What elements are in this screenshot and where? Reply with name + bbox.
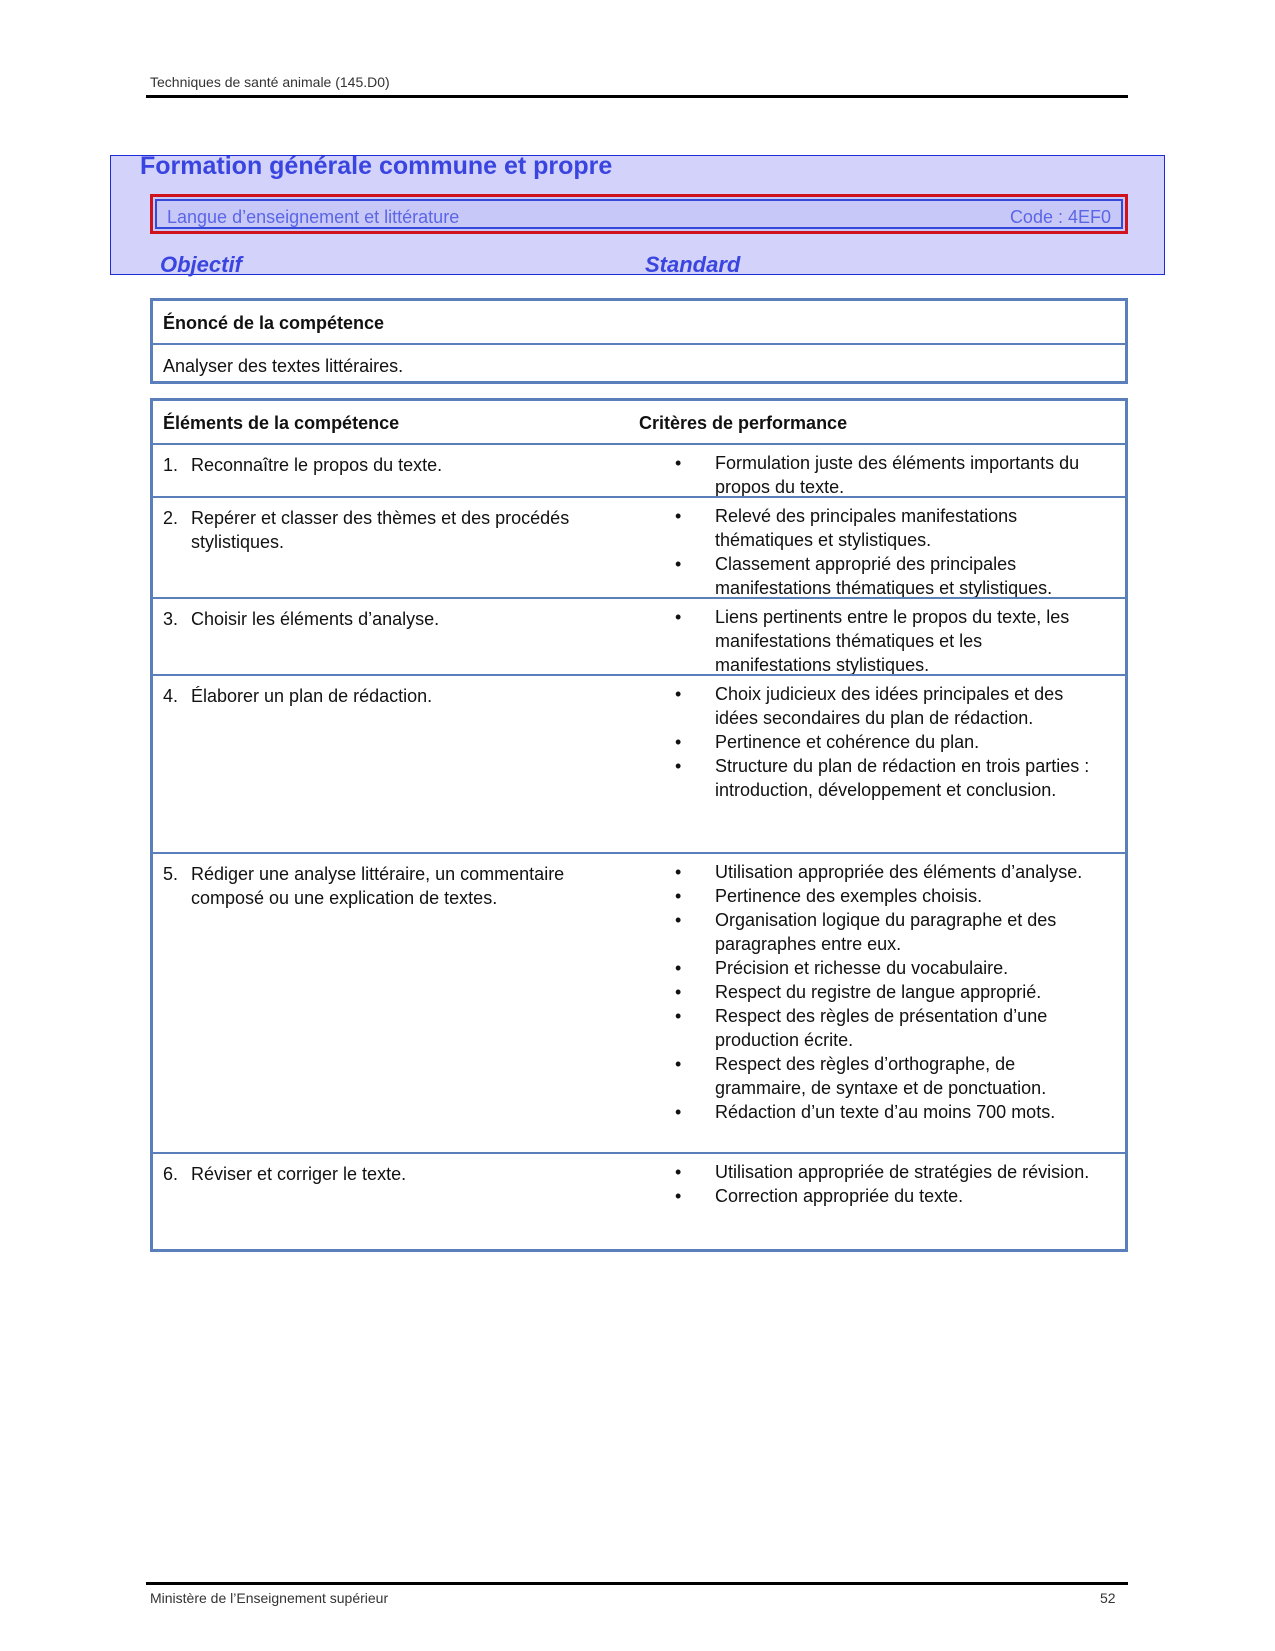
criterion-item [675, 754, 1095, 802]
bullet-icon: • [675, 982, 682, 1002]
objective-label: Objectif [160, 252, 242, 277]
element-text: Élaborer un plan de rédaction. [191, 686, 433, 706]
criterion-text: Organisation logique du paragraphe et des paragraphes entre eux. [715, 910, 1057, 954]
element-cell [163, 453, 633, 477]
criterion-item [675, 1052, 1095, 1100]
table-row [153, 1152, 1125, 1206]
criterion-text: Formulation juste des éléments importants du propos du texte. [715, 453, 1080, 497]
course-code: Code : 4EF0 [1009, 207, 1111, 227]
bullet-icon: • [675, 554, 682, 574]
criterion-item [675, 605, 1095, 677]
criterion-text: Respect des règles d’orthographe, de grammaire, de syntaxe et de ponctuation. [715, 1054, 1047, 1098]
criterion-text: Relevé des principales manifestations thématiques et stylistiques. [715, 506, 1018, 550]
element-cell [163, 684, 633, 708]
criterion-text: Respect des règles de présentation d’une production écrite. [715, 1006, 1048, 1050]
footer-page-number: 52 [1100, 1590, 1116, 1606]
header-rule [146, 95, 1128, 98]
table-row [153, 597, 1125, 675]
element-text: Choisir les éléments d’analyse. [191, 609, 440, 629]
element-number: 3. [163, 609, 179, 629]
statement-header-row [153, 301, 1125, 345]
table-row [153, 443, 1125, 497]
element-cell [163, 862, 633, 910]
table-row [153, 496, 1125, 598]
criteria-list [675, 504, 1095, 600]
bullet-icon: • [675, 862, 682, 882]
bullet-icon: • [675, 958, 682, 978]
bullet-icon: • [675, 1006, 682, 1026]
criterion-text: Pertinence et cohérence du plan. [715, 732, 980, 752]
bullet-icon: • [675, 1162, 682, 1182]
bullet-icon: • [675, 506, 682, 526]
elements-column-header: Éléments de la compétence [163, 413, 400, 433]
criteria-list [675, 860, 1095, 1124]
bullet-icon: • [675, 732, 682, 752]
criterion-item [675, 451, 1095, 499]
element-cell [163, 506, 633, 554]
element-number: 5. [163, 864, 179, 884]
criteria-list [675, 605, 1095, 677]
bullet-icon: • [675, 607, 682, 627]
criterion-item [675, 552, 1095, 600]
criterion-item [675, 730, 1095, 754]
criterion-item [675, 980, 1095, 1004]
element-number: 4. [163, 686, 179, 706]
criterion-text: Choix judicieux des idées principales et des idées secondaires du plan de rédaction. [715, 684, 1064, 728]
table-row [153, 852, 1125, 1122]
criterion-item [675, 1004, 1095, 1052]
element-number: 6. [163, 1164, 179, 1184]
criteria-column-header: Critères de performance [639, 413, 848, 433]
criterion-text: Respect du registre de langue approprié. [715, 982, 1042, 1002]
bullet-icon: • [675, 1102, 682, 1122]
criterion-item [675, 1100, 1095, 1124]
bullet-icon: • [675, 756, 682, 776]
statement-table [150, 298, 1128, 384]
element-text: Rédiger une analyse littéraire, un commentaire composé ou une explication de textes. [191, 864, 565, 908]
element-cell [163, 607, 633, 631]
criterion-text: Structure du plan de rédaction en trois parties : introduction, développement et conclusion. [715, 756, 1090, 800]
criterion-item [675, 1160, 1095, 1184]
band-title: Formation générale commune et propre [140, 152, 613, 180]
course-box [150, 194, 1128, 234]
element-text: Reconnaître le propos du texte. [191, 455, 443, 475]
criteria-list [675, 1160, 1095, 1208]
criterion-item [675, 956, 1095, 980]
bullet-icon: • [675, 684, 682, 704]
criterion-text: Classement approprié des principales manifestations thématiques et stylistiques. [715, 554, 1053, 598]
table-row [153, 674, 1125, 800]
element-number: 2. [163, 508, 179, 528]
criterion-item [675, 504, 1095, 552]
statement-header: Énoncé de la compétence [163, 313, 385, 333]
element-cell [163, 1162, 633, 1186]
course-box-inner [155, 199, 1123, 229]
element-text: Repérer et classer des thèmes et des procédés stylistiques. [191, 508, 570, 552]
criterion-item [675, 682, 1095, 730]
course-name: Langue d’enseignement et littérature [167, 207, 460, 227]
element-number: 1. [163, 455, 179, 475]
criterion-text: Pertinence des exemples choisis. [715, 886, 983, 906]
bullet-icon: • [675, 910, 682, 930]
criterion-item [675, 1184, 1095, 1208]
criterion-item [675, 860, 1095, 884]
bullet-icon: • [675, 1054, 682, 1074]
footer-ministry: Ministère de l’Enseignement supérieur [150, 1590, 389, 1606]
criterion-text: Utilisation appropriée des éléments d’analyse. [715, 862, 1083, 882]
criterion-text: Rédaction d’un texte d’au moins 700 mots. [715, 1102, 1056, 1122]
footer-rule [146, 1582, 1128, 1585]
criteria-list [675, 451, 1095, 499]
criteria-list [675, 682, 1095, 802]
elements-table [150, 398, 1128, 1252]
bullet-icon: • [675, 886, 682, 906]
criterion-text: Liens pertinents entre le propos du texte, les manifestations thématiques et les manifestations stylistiques. [715, 607, 1070, 675]
criterion-text: Correction appropriée du texte. [715, 1186, 964, 1206]
statement-value: Analyser des textes littéraires. [163, 356, 404, 376]
bullet-icon: • [675, 1186, 682, 1206]
element-text: Réviser et corriger le texte. [191, 1164, 407, 1184]
running-header: Techniques de santé animale (145.D0) [150, 74, 390, 90]
criterion-item [675, 884, 1095, 908]
standard-label: Standard [645, 252, 741, 277]
criterion-item [675, 908, 1095, 956]
criterion-text: Utilisation appropriée de stratégies de révision. [715, 1162, 1090, 1182]
bullet-icon: • [675, 453, 682, 473]
criterion-text: Précision et richesse du vocabulaire. [715, 958, 1009, 978]
